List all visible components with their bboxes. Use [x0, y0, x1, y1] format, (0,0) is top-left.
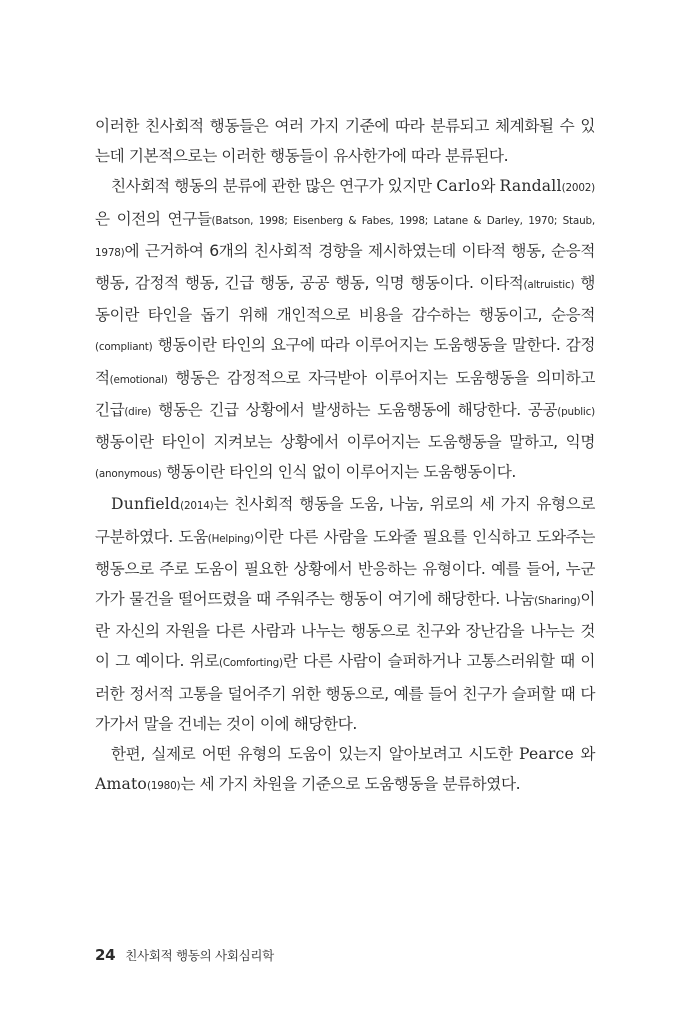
text-run: 친사회적 행동의 분류에 관한 많은 연구가 있지만	[111, 177, 437, 196]
text-run: 이란 다른 사람을 도와줄 필요를 인식하고 도와주는 행동으로 주로 도움이 필요한 상황에서 반응하는 유형이다. 예를 들어, 누군가가 물건을 떨어뜨렸을 때 주워주는 행동이 여기에 해당한다. 나눔	[95, 527, 595, 609]
english-term: (compliant)	[95, 341, 153, 354]
text-run: 는 세 가지 차원을 기준으로 도움행동을 분류하였다.	[180, 775, 521, 794]
text-run: 는 친사회적 행동을 도움, 나눔, 위로의 세 가지 유형으로 구분하였다. 도움	[95, 495, 595, 546]
text-run: 행동이란 타인을 돕기 위해 개인적으로 비용을 감수하는 행동이고, 순응적	[95, 274, 595, 325]
author-name: Pearce	[518, 745, 574, 764]
english-term: (Helping)	[207, 532, 254, 545]
paragraph-4	[95, 739, 595, 801]
text-run: 이러한 친사회적 행동들은 여러 가지 기준에 따라 분류되고 체계화될 수 있는데 기본적으로는 이러한 행동들이 유사한가에 따라 분류된다.	[95, 117, 595, 166]
running-title: 친사회적 행동의 사회심리학	[125, 948, 274, 963]
text-run: 이란 자신의 자원을 다른 사람과 나누는 행동으로 친구와 장난감을 나누는 것이 그 예이다. 위로	[95, 590, 595, 671]
citation-year: (2014)	[180, 500, 214, 513]
author-name: Randall	[499, 177, 562, 196]
english-term: (anonymous)	[95, 468, 162, 481]
text-run: 한편, 실제로 어떤 유형의 도움이 있는지 알아보려고 시도한	[111, 745, 519, 764]
text-run: 란 다른 사람이 슬퍼하거나 고통스러워할 때 이러한 정서적 고통을 덜어주기 위한 행동으로, 예를 들어 친구가 슬퍼할 때 다가가서 말을 건네는 것이 이에 해당한다.	[95, 652, 596, 733]
paragraph-3	[95, 489, 595, 739]
author-name: Amato	[95, 775, 147, 794]
citation-year: (2002)	[561, 182, 595, 195]
body-text	[95, 111, 595, 801]
english-term: (emotional)	[109, 373, 168, 386]
text-run: 행동이란 타인이 지켜보는 상황에서 이루어지는 도움행동을 말하고, 익명	[95, 433, 595, 452]
page-number: 24	[95, 946, 116, 964]
english-term: (dire)	[124, 405, 152, 418]
text-run: 행동이란 타인의 요구에 따라 이루어지는 도움행동을 말한다. 감정적	[95, 336, 595, 387]
author-name: Dunfield	[111, 495, 181, 514]
citation-year: (1980)	[147, 780, 181, 793]
text-run: 와	[480, 177, 500, 196]
text-run: 은 이전의 연구들	[95, 209, 212, 228]
english-term: (Sharing)	[534, 595, 581, 608]
paragraph-2	[95, 171, 595, 489]
english-term: (altruistic)	[523, 279, 575, 292]
english-term: (Comforting)	[218, 657, 283, 670]
citation: (Batson, 1998; Eisenberg & Fabes, 1998; Latane & Darley, 1970; Staub, 1978)	[95, 214, 595, 259]
text-run: 와	[573, 745, 595, 764]
text-run: 행동은 긴급 상황에서 발생하는 도움행동에 해당한다. 공공	[151, 400, 558, 419]
text-run: 행동이란 타인의 인식 없이 이루어지는 도움행동이다.	[161, 463, 516, 482]
english-term: (public)	[557, 405, 595, 418]
text-run: 에 근거하여 6개의 친사회적 경향을 제시하였는데 이타적 행동, 순응적 행동, 감정적 행동, 긴급 행동, 공공 행동, 익명 행동이다. 이타적	[95, 241, 595, 293]
paragraph-1	[95, 111, 595, 171]
text-run: 행동은 감정적으로 자극받아 이루어지는 도움행동을 의미하고 긴급	[95, 368, 595, 419]
author-name: Carlo	[436, 177, 481, 196]
page-footer	[95, 946, 274, 964]
